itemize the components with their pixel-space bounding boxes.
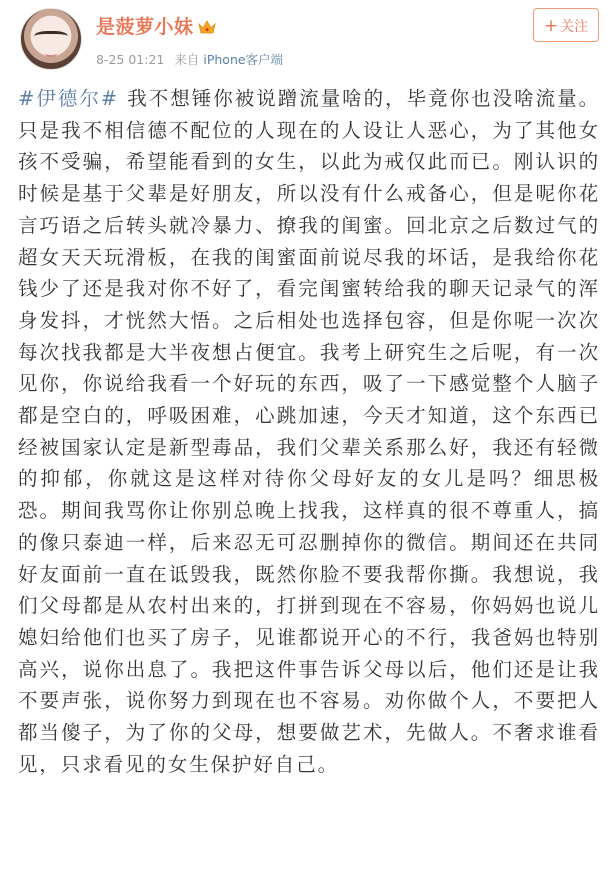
crown-icon	[198, 17, 216, 31]
source-link[interactable]: iPhone客户端	[203, 52, 284, 67]
source-prefix: 来自	[174, 52, 200, 67]
plus-icon: +	[543, 16, 559, 36]
timestamp[interactable]: 8-25 01:21	[96, 52, 165, 67]
hashtag-link[interactable]: #伊德尔#	[18, 87, 120, 110]
username-text[interactable]: 是菠萝小妹	[96, 16, 194, 38]
follow-label: 关注	[560, 19, 589, 35]
follow-button[interactable]	[533, 8, 599, 42]
post-body: 我不想锤你被说蹭流量啥的，毕竟你也没啥流量。只是我不相信德不配位的人现在的人设让人恶心，为了其他女孩不受骗，希望能看到的女生，以此为戒仅此而已。刚认识的时候是基于父辈是好朋友，所以没有什么戒备心，但是呢你花言巧语之后转头就冷暴力、撩我的闺蜜。回北京之后数过气的超女天天玩滑板，在我的闺蜜面前说尽我的坏话，是我给你花钱少了还是我对你不好了，看完闺蜜转给我的聊天记录气的浑身发抖，才恍然大悟。之后相处也选择包容，但是你呢一次次每次找我都是大半夜想占便宜。我考上研究生之后呢，有一次见你，你说给我看一个好玩的东西，吸了一下感觉整个人脑子都是空白的，呼吸困难，心跳加速，今天才知道，这个东西已经被国家认定是新型毒品，我们父辈关系那么好，我还有轻微的抑郁，你就这是这样对待你父母好友的女儿是吗？细思极恐。期间我骂你让你别总晚上找我，这样真的很不尊重人，搞的像只泰迪一样，后来忍无可忍删掉你的微信。期间还在共同好友面前一直在诋毁我，既然你脸不要我帮你撕。我想说，我们父母都是从农村出来的，打拼到现在不容易，你妈妈也说儿媳妇给他们也买了房子，见谁都说开心的不行，我爸妈也特别高兴，说你出息了。我把这件事告诉父母以后，他们还是让我不要声张，说你努力到现在也不容易。劝你做个人，不要把人都当傻子，为了你的父母，想要做艺术，先做人。不奢求谁看见，只求看见的女生保护好自己。	[18, 87, 600, 776]
post-meta	[96, 50, 283, 68]
post-header	[0, 0, 607, 82]
avatar[interactable]	[20, 8, 82, 70]
username[interactable]	[96, 12, 216, 39]
post-text	[18, 83, 600, 780]
